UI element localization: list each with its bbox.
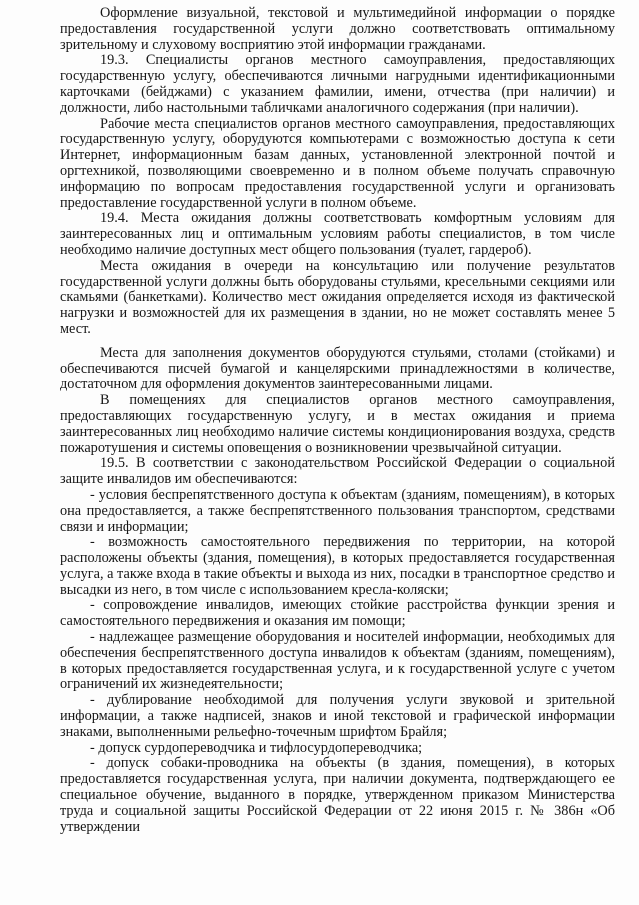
paragraph-19-4-waiting-areas: 19.4. Места ожидания должны соответствовать комфортным условиям для заинтересованных лиц и оптимальным условиям работы специалистов, в том числе необходимо наличие доступных мест общего пользования (туалет, гардероб). [60, 210, 615, 258]
paragraph-19-5-disabled-access: 19.5. В соответствии с законодательством Российской Федерации о социальной защите инвалидов им обеспечиваются: [60, 455, 615, 488]
paragraph-information-design: Оформление визуальной, текстовой и мультимедийной информации о порядке предоставления государственной услуги должно соответствовать оптимальному зрительному и слуховому восприятию этой информации гражданами. [60, 5, 615, 53]
list-item-escort: - сопровождение инвалидов, имеющих стойкие расстройства функции зрения и самостоятельного передвижения и оказания им помощи; [60, 597, 615, 630]
paragraph-form-filling-places: Места для заполнения документов оборудуются стульями, столами (стойками) и обеспечиваются писчей бумагой и канцелярскими принадлежностями в количестве, достаточном для оформления документов заинтересованными лицами. [60, 344, 615, 393]
paragraph-workplaces: Рабочие места специалистов органов местного самоуправления, предоставляющих государственную услугу, оборудуются компьютерами с возможностью доступа к сети Интернет, информационным базам данных, установленной электронной почтой и оргтехникой, позволяющими своевременно и в полном объеме получать справочную информацию по вопросам предоставления государственной услуги и организовать предоставление государственной услуги в полном объеме. [60, 115, 615, 211]
list-item-braille-duplication: - дублирование необходимой для получения услуги звуковой и зрительной информации, а также надписей, знаков и иной текстовой и графической информации знаками, выполненными рельефно-точечным шрифтом Брайля; [60, 692, 615, 740]
list-item-guide-dog: - допуск собаки-проводника на объекты (в здания, помещения), в которых предоставляется государственная услуга, при наличии документа, подтверждающего ее специальное обучение, выданного в порядке, утвержденном приказом Министерства труда и социальной защиты Российской Федерации от 22 июня 2015 г. № 386н «Об утверждении [60, 755, 615, 835]
list-item-independent-movement: - возможность самостоятельного передвижения по территории, на которой расположены объекты (здания, помещения), в которых предоставляется государственная услуга, а также входа в такие объекты и выхода из них, посадки в транспортное средство и высадки из него, в том числе с использованием кресла-коляски; [60, 534, 616, 598]
list-item-equipment-placement: - надлежащее размещение оборудования и носителей информации, необходимых для обеспечения беспрепятственного доступа инвалидов к объектам (зданиям, помещениям), в которых предоставляется государственная услуга, и к государственной услуге с учетом ограничений их жизнедеятельности; [60, 629, 615, 693]
list-item-unobstructed-access: - условия беспрепятственного доступа к объектам (зданиям, помещениям), в которых она предоставляется, а также беспрепятственного пользования транспортом, средствами связи и информации; [60, 486, 615, 535]
list-item-sign-interpreter: - допуск сурдопереводчика и тифлосурдопереводчика; [90, 739, 423, 756]
paragraph-waiting-seats: Места ожидания в очереди на консультацию или получение результатов государственной услуги должны быть оборудованы стульями, кресельными секциями или скамьями (банкетками). Количество мест ожидания определяется исходя из фактической нагрузки и возможностей для их размещения в здании, но не может составлять менее 5 мест. [60, 257, 615, 337]
paragraph-19-3-badges: 19.3. Специалисты органов местного самоуправления, предоставляющих государственную услугу, обеспечиваются личными нагрудными идентификационными карточками (бейджами) с указанием фамилии, имени, отчества (при наличии) и должности, либо настольными табличками аналогичного содержания (при наличии). [60, 52, 615, 116]
paragraph-air-conditioning: В помещениях для специалистов органов местного самоуправления, предоставляющих государственную услугу, и в местах ожидания и приема заинтересованных лиц необходимо наличие системы кондиционирования воздуха, средств пожаротушения и системы оповещения о возникновении чрезвычайной ситуации. [60, 392, 615, 456]
